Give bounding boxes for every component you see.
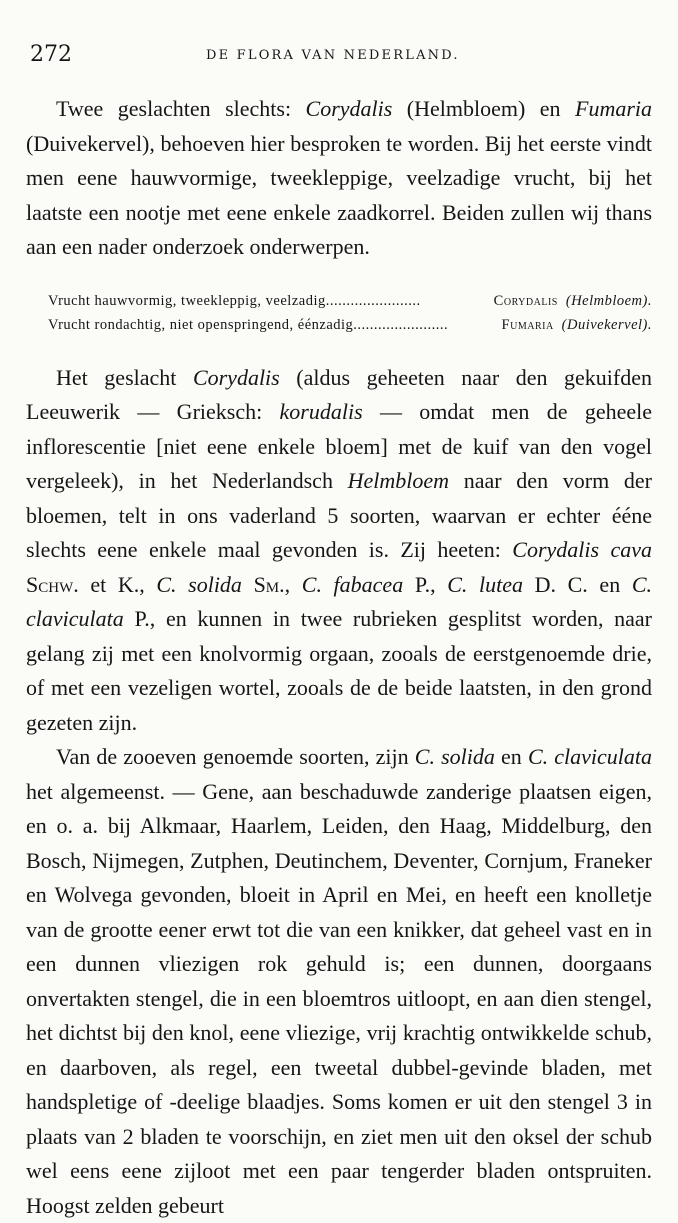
text-run: et K.,: [78, 571, 157, 597]
text-run: en: [494, 744, 528, 769]
text-run: naar den vorm der bloemen, telt in ons vaderland 5 soorten, waarvan er echter ééne slechts eene enkele maal gevonden is. Zij heeten:: [26, 468, 652, 562]
text-run: het algemeenst. — Gene, aan beschaduwde zanderige plaatsen eigen, en o. a. bij Alkmaar, Haarlem, Leiden, den Haag, Middelburg, den Bosch, Nijmegen, Zutphen, Deutinchem, Deventer, Cornjum, Franeker en Wolvega gevonden, bloeit in April en Mei, en heeft een knolletje van de grootte eener erwt tot die van een knikker, dat geheel vast en in een dunnen vliezigen rok gehuld is; een dunnen, doorgaans onvertakten stengel, die in een bloemtros uitloopt, en aan dien stengel, het dichtst bij den knol, eene vliezige, vrij krachtig ontwikkelde schub, en daarboven, als regel, een tweetal dubbel-gevinde bladen, met handspletige of -deelige blaadjes. Soms komen er uit den stengel 3 in plaats van 2 bladen te voorschijn, en ziet men uit den oksel der schub wel eens eene zijloot met een paar tengerder bladen ontspruiten. Hoogst zelden gebeurt: [26, 778, 652, 1218]
species-name: C. lutea: [447, 571, 524, 597]
text-run: P.,: [403, 571, 448, 597]
paragraph-species: [26, 740, 652, 1223]
dutch-name: Helmbloem: [347, 468, 450, 493]
key-description: Vrucht rondachtig, niet openspringend, éénzadig: [48, 316, 354, 333]
text-run: Het geslacht: [56, 364, 193, 390]
text-run: (Duivekervel), behoeven hier besproken te worden. Bij het eerste vindt men eene hauwvormige, tweekleppige, veelzadige vrucht, bij het laatste een nootje met eene enkele zaadkorrel. Beiden zullen wij thans aan een nader onderzoek onderwerpen.: [26, 130, 652, 259]
text-run: ,: [284, 571, 302, 597]
species-name: C. fabacea: [301, 571, 404, 597]
page-number: 272: [30, 42, 72, 67]
key-common-name: (Helmbloem).: [565, 292, 652, 309]
key-common-name: (Duivekervel).: [561, 316, 652, 333]
page-header: [30, 42, 650, 72]
key-row: [48, 313, 652, 337]
page-body: [26, 92, 652, 1223]
running-title: DE FLORA VAN NEDERLAND.: [206, 48, 460, 63]
species-name: C. claviculata: [527, 744, 652, 769]
text-run: P., en kunnen in twee rubrieken gesplitst worden, naar gelang zij met een knolvormig orgaan, zooals de eerstgenoemde drie, of met een vezeligen wortel, zooals de de beide laatsten, in den grond gezeten zijn.: [26, 606, 652, 735]
paragraph-intro: [26, 92, 652, 265]
key-description: Vrucht hauwvormig, tweekleppig, veelzadig: [48, 292, 326, 309]
genus-name: Corydalis: [192, 364, 280, 390]
species-name: C. solida: [156, 571, 242, 597]
text-run: (Helmbloem) en: [392, 96, 575, 121]
species-name: C. claviculata: [26, 571, 652, 631]
key-leader-dots: .......................: [353, 316, 449, 333]
key-leader-dots: .......................: [325, 292, 421, 309]
author-abbrev: Sm.: [253, 571, 285, 597]
greek-word: korudalis: [279, 399, 363, 424]
text-run: — omdat men de geheele inflorescentie [niet eene enkele bloem] met de kuif van den vogel vergeleek), in het Nederlandsch: [26, 399, 652, 493]
paragraph-corydalis: [26, 361, 652, 741]
genus-name: Fumaria: [575, 96, 652, 121]
text-run: (aldus geheeten naar den gekuifden Leeuwerik — Grieksch:: [26, 364, 652, 424]
text-run: [242, 572, 254, 597]
text-run: Van de zooeven genoemde soorten, zijn: [56, 744, 415, 769]
author-abbrev: Schw.: [26, 571, 79, 597]
text-run: D. C. en: [523, 571, 632, 597]
species-name: Corydalis cava: [512, 537, 652, 562]
key-genus: Corydalis: [493, 292, 558, 309]
genus-name: Corydalis: [305, 96, 393, 121]
species-name: C. solida: [414, 744, 495, 769]
identification-key: [48, 289, 652, 337]
key-row: [48, 289, 652, 313]
text-run: Twee geslachten slechts:: [56, 96, 306, 121]
key-genus: Fumaria: [501, 316, 554, 333]
